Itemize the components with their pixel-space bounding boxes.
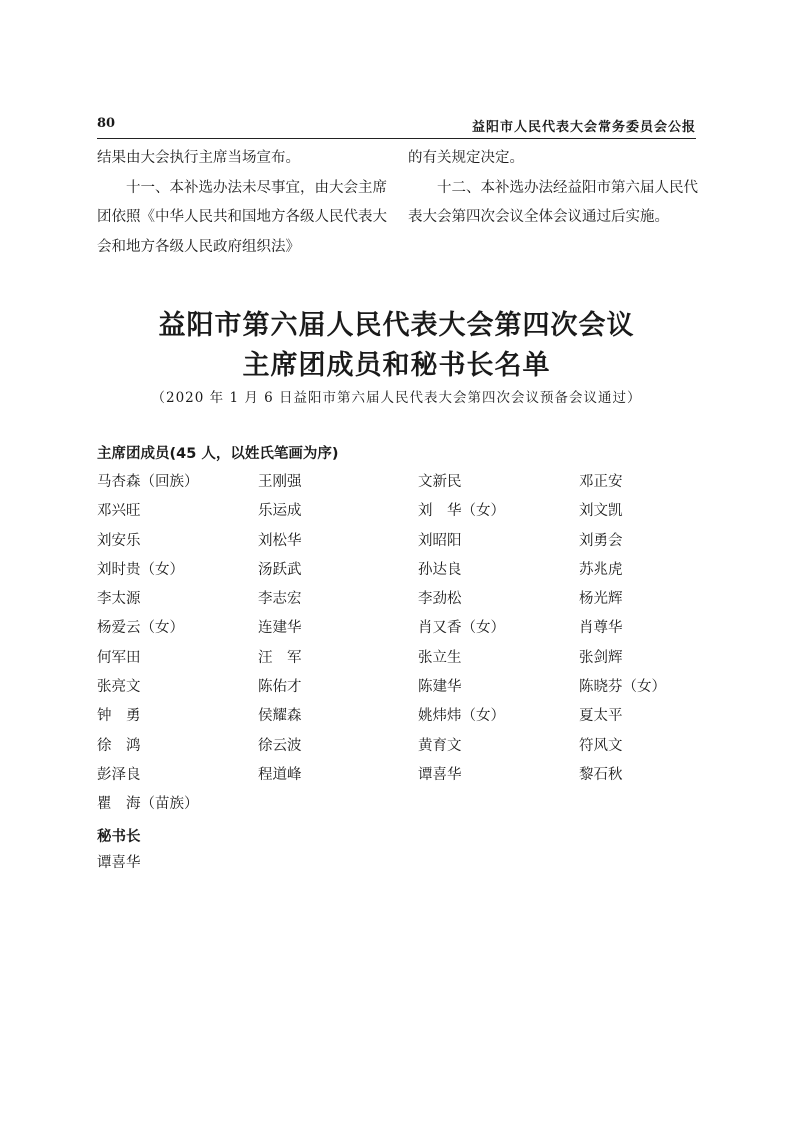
member-name: 姚炜炜（女） — [418, 708, 505, 725]
member-name: 汤跃武 — [258, 561, 302, 578]
member-name: 何军田 — [97, 649, 141, 666]
member-name: 杨光辉 — [579, 591, 623, 608]
member-name: 刘文凯 — [579, 503, 623, 520]
member-name: 孙达良 — [418, 561, 462, 578]
member-name: 汪 军 — [258, 649, 302, 666]
member-name: 李劲松 — [418, 591, 462, 608]
member-row — [97, 587, 717, 616]
member-row — [97, 763, 717, 792]
presidium-member-list — [97, 470, 717, 822]
member-name: 乐运成 — [258, 503, 302, 520]
paragraph: 的有关规定决定。 — [408, 150, 524, 166]
body-column-right — [408, 144, 698, 233]
member-name: 陈佑才 — [258, 679, 302, 696]
member-name: 钟 勇 — [97, 708, 141, 725]
member-name: 文新民 — [418, 474, 462, 490]
member-name: 刘 华（女） — [418, 503, 505, 520]
member-name: 肖尊华 — [579, 620, 623, 637]
member-name: 肖又香（女） — [418, 620, 505, 637]
publication-name: 益阳市人民代表大会常务委员会公报 — [471, 120, 696, 135]
member-name: 徐云波 — [258, 737, 302, 754]
member-row — [97, 646, 717, 675]
member-name: 夏太平 — [579, 708, 623, 725]
member-name: 陈晓芬（女） — [579, 679, 666, 696]
member-name: 陈建华 — [418, 679, 462, 696]
paragraph: 十二、本补选办法经益阳市第六届人民代表大会第四次会议全体会议通过后实施。 — [408, 179, 698, 225]
member-row — [97, 675, 717, 704]
member-row — [97, 792, 717, 821]
member-name: 王刚强 — [258, 474, 302, 490]
member-name: 连建华 — [258, 620, 302, 637]
member-row — [97, 529, 717, 558]
member-name: 刘时贵（女） — [97, 561, 184, 578]
member-name: 黄育文 — [418, 737, 462, 754]
member-name: 侯耀森 — [258, 708, 302, 725]
member-name: 刘松华 — [258, 532, 302, 549]
member-name: 邓兴旺 — [97, 503, 141, 520]
page-header — [97, 116, 696, 136]
document-subtitle: （2020 年 1 月 6 日益阳市第六届人民代表大会第四次会议预备会议通过） — [151, 390, 642, 406]
member-name: 谭喜华 — [418, 766, 462, 783]
document-title-line-2: 主席团成员和秘书长名单 — [242, 350, 551, 381]
member-name: 符风文 — [579, 737, 623, 754]
secretary-general-heading: 秘书长 — [97, 829, 141, 845]
body-column-left — [97, 144, 387, 262]
member-name: 黎石秋 — [579, 766, 623, 783]
paragraph: 十一、本补选办法未尽事宜，由大会主席团依照《中华人民共和国地方各级人民代表大会和地方各级人民政府组织法》 — [97, 179, 387, 255]
member-name: 张亮文 — [97, 679, 141, 696]
member-name: 彭泽良 — [97, 766, 141, 783]
member-name: 刘勇会 — [579, 532, 623, 549]
member-name: 徐 鸿 — [97, 737, 141, 754]
document-title-line-1: 益阳市第六届人民代表大会第四次会议 — [158, 310, 635, 341]
member-row — [97, 734, 717, 763]
member-name: 李太源 — [97, 591, 141, 608]
member-name: 瞿 海（苗族） — [97, 796, 199, 813]
member-name: 张剑辉 — [579, 649, 623, 666]
member-row — [97, 470, 717, 499]
member-name: 杨爱云（女） — [97, 620, 184, 637]
member-name: 邓正安 — [579, 474, 623, 490]
member-row — [97, 499, 717, 528]
member-name: 刘安乐 — [97, 532, 141, 549]
member-name: 李志宏 — [258, 591, 302, 608]
paragraph: 结果由大会执行主席当场宣布。 — [97, 150, 300, 166]
member-name: 刘昭阳 — [418, 532, 462, 549]
member-row — [97, 616, 717, 645]
member-name: 张立生 — [418, 649, 462, 666]
presidium-heading: 主席团成员(45 人，以姓氏笔画为序) — [97, 446, 339, 462]
header-divider — [97, 138, 696, 139]
member-name: 程道峰 — [258, 766, 302, 783]
member-name: 苏兆虎 — [579, 561, 623, 578]
member-row — [97, 558, 717, 587]
page-number: 80 — [97, 116, 116, 131]
secretary-general-name: 谭喜华 — [97, 855, 141, 871]
member-row — [97, 704, 717, 733]
member-name: 马杏森（回族） — [97, 474, 199, 490]
